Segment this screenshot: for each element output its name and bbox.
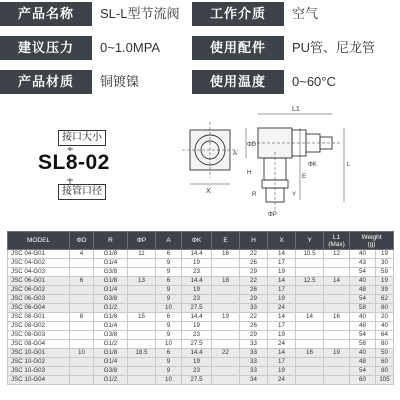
weight-cell: 40 — [376, 322, 394, 331]
table-cell: 29 — [240, 295, 268, 304]
table-cell: 54 — [350, 295, 376, 304]
table-cell — [296, 358, 324, 367]
header-cell: E — [212, 232, 240, 250]
header-cell: Weight (g) — [350, 232, 394, 250]
spec-row — [0, 34, 400, 62]
weight-cell: 19 — [376, 250, 394, 259]
table-cell — [212, 376, 240, 385]
dim-label-p: ΦP — [268, 212, 277, 218]
table-cell: 33 — [240, 349, 268, 358]
table-row — [8, 259, 394, 268]
table-cell: 16 — [212, 250, 240, 259]
table-cell — [324, 286, 350, 295]
table-cell — [324, 295, 350, 304]
table-cell — [212, 340, 240, 349]
model-cell: JSC 10-G01 — [8, 349, 70, 358]
dim-label-l: L — [347, 162, 351, 168]
header-cell: ΦD — [70, 232, 94, 250]
table-cell: 14.4 — [182, 277, 212, 286]
table-cell — [70, 268, 94, 277]
table-cell: G1/4 — [94, 259, 128, 268]
spec-label: 产品材质 — [0, 70, 92, 94]
table-cell: 24 — [268, 376, 296, 385]
table-cell: 14 — [268, 349, 296, 358]
table-cell: 27.5 — [182, 376, 212, 385]
tube-diameter-annotation: 接管口径 — [58, 184, 106, 200]
table-cell: 33 — [240, 340, 268, 349]
table-cell — [296, 295, 324, 304]
table-row — [8, 340, 394, 349]
table-cell: 12.5 — [296, 277, 324, 286]
table-cell: 48 — [350, 286, 376, 295]
table-cell: 10 — [156, 304, 182, 313]
dim-label-y: Y — [292, 192, 297, 198]
model-cell: JSC 06-G02 — [8, 286, 70, 295]
table-cell: 24 — [268, 340, 296, 349]
table-row — [8, 304, 394, 313]
header-cell: ΦP — [128, 232, 156, 250]
table-cell: 8 — [70, 313, 94, 322]
table-cell — [128, 304, 156, 313]
table-cell: 22 — [240, 313, 268, 322]
table-cell: 24 — [268, 304, 296, 313]
table-cell: 22 — [240, 277, 268, 286]
header-cell: H — [240, 232, 268, 250]
spec-label: 使用温度 — [192, 70, 284, 94]
table-cell: 29 — [240, 268, 268, 277]
table-cell: 19 — [182, 286, 212, 295]
table-cell: 14 — [296, 313, 324, 322]
spec-label: 工作介质 — [192, 2, 284, 26]
table-cell: 19 — [212, 313, 240, 322]
table-cell — [212, 286, 240, 295]
weight-cell: 19 — [376, 277, 394, 286]
table-row — [8, 349, 394, 358]
table-cell — [70, 259, 94, 268]
table-cell: G1/8 — [94, 349, 128, 358]
spec-header — [0, 0, 400, 98]
table-cell: 13 — [128, 277, 156, 286]
weight-cell: 80 — [376, 367, 394, 376]
table-cell: 6 — [156, 277, 182, 286]
model-cell: JSC 10-G04 — [8, 376, 70, 385]
model-cell: JSC 04-G01 — [8, 250, 70, 259]
spec-value: 0~1.0MPA — [100, 40, 161, 55]
model-cell: JSC 08-G04 — [8, 340, 70, 349]
table-cell: G3/8 — [94, 268, 128, 277]
table-cell: 19 — [268, 268, 296, 277]
table-cell — [296, 367, 324, 376]
header-cell: R — [94, 232, 128, 250]
header-cell: ΦK — [182, 232, 212, 250]
table-cell — [296, 286, 324, 295]
table-cell: 10 — [70, 349, 94, 358]
table-cell — [296, 268, 324, 277]
table-cell — [324, 331, 350, 340]
table-cell: 34 — [240, 376, 268, 385]
spec-row — [0, 68, 400, 96]
table-cell: 33 — [240, 304, 268, 313]
table-cell — [324, 376, 350, 385]
table-cell: 33 — [240, 367, 268, 376]
table-cell: 22 — [212, 349, 240, 358]
table-cell — [70, 376, 94, 385]
table-row — [8, 376, 394, 385]
table-cell — [70, 304, 94, 313]
table-cell: 18 — [212, 277, 240, 286]
model-cell: JSC 06-G01 — [8, 277, 70, 286]
table-cell — [296, 259, 324, 268]
weight-cell: 50 — [376, 349, 394, 358]
model-cell: JSC 08-G02 — [8, 322, 70, 331]
table-cell — [212, 331, 240, 340]
dim-label-e: E — [302, 174, 307, 180]
model-cell: JSC 04-G03 — [8, 268, 70, 277]
table-cell: G3/8 — [94, 331, 128, 340]
table-cell: 43 — [350, 259, 376, 268]
table-cell: 6 — [156, 313, 182, 322]
table-cell: 9 — [156, 295, 182, 304]
table-cell: 17 — [268, 322, 296, 331]
table-cell: 14.4 — [182, 349, 212, 358]
dim-label-r: R — [252, 192, 257, 198]
spec-row — [0, 0, 400, 28]
table-cell: 9 — [156, 367, 182, 376]
table-cell: 14 — [268, 250, 296, 259]
table-cell: 33 — [240, 358, 268, 367]
table-cell — [128, 367, 156, 376]
table-cell: G1/8 — [94, 277, 128, 286]
table-cell: 40 — [350, 277, 376, 286]
table-cell: 19 — [182, 322, 212, 331]
table-cell: 9 — [156, 358, 182, 367]
weight-cell: 64 — [376, 331, 394, 340]
table-cell — [70, 331, 94, 340]
table-cell — [128, 286, 156, 295]
model-cell: JSC 04-G02 — [8, 259, 70, 268]
table-cell: 19 — [268, 367, 296, 376]
model-cell: JSC 06-G03 — [8, 295, 70, 304]
table-cell: 9 — [156, 322, 182, 331]
table-cell: 19 — [324, 349, 350, 358]
table-cell — [128, 268, 156, 277]
technical-drawing — [0, 100, 400, 228]
weight-cell: 20 — [376, 313, 394, 322]
table-cell: 9 — [156, 331, 182, 340]
header-cell: L1 (Max) — [324, 232, 350, 250]
table-cell: 48 — [350, 358, 376, 367]
table-cell: G1/8 — [94, 313, 128, 322]
table-cell: 58 — [350, 340, 376, 349]
table-row — [8, 277, 394, 286]
spec-value: 0~60°C — [292, 74, 336, 89]
weight-cell: 59 — [376, 268, 394, 277]
model-cell: JSC 10-G02 — [8, 358, 70, 367]
weight-cell: 80 — [376, 304, 394, 313]
spec-value: SL-L型节流阀 — [100, 6, 180, 21]
weight-cell: 30 — [376, 259, 394, 268]
model-cell: JSC 08-G03 — [8, 331, 70, 340]
table-cell — [324, 268, 350, 277]
table-cell — [324, 259, 350, 268]
table-cell — [70, 367, 94, 376]
table-cell — [128, 340, 156, 349]
spec-value: 空气 — [292, 6, 319, 21]
table-cell: 40 — [350, 349, 376, 358]
table-row — [8, 367, 394, 376]
table-cell: 6 — [156, 250, 182, 259]
table-cell: 10.5 — [296, 250, 324, 259]
dim-label-d: ΦD — [247, 142, 257, 148]
weight-cell: 80 — [376, 340, 394, 349]
model-cell: JSC 10-G03 — [8, 367, 70, 376]
weight-cell: 60 — [376, 358, 394, 367]
table-cell — [212, 367, 240, 376]
table-cell: 26 — [240, 286, 268, 295]
table-cell — [70, 286, 94, 295]
table-cell: 19 — [268, 331, 296, 340]
model-code: SL8-02 — [38, 151, 110, 174]
table-row — [8, 313, 394, 322]
table-cell: G3/8 — [94, 367, 128, 376]
table-cell: 9 — [156, 259, 182, 268]
table-cell — [70, 295, 94, 304]
table-cell: 14 — [268, 313, 296, 322]
table-cell: 16 — [324, 313, 350, 322]
table-cell: 23 — [182, 295, 212, 304]
table-cell — [324, 322, 350, 331]
table-cell: 12 — [324, 250, 350, 259]
table-cell: 54 — [350, 331, 376, 340]
table-cell: G1/4 — [94, 358, 128, 367]
table-cell — [128, 376, 156, 385]
table-cell — [128, 259, 156, 268]
spec-value: 铜镀镍 — [100, 74, 140, 89]
table-cell — [296, 376, 324, 385]
table-cell — [70, 322, 94, 331]
table-cell: 60 — [350, 376, 376, 385]
header-cell: A — [156, 232, 182, 250]
table-header — [8, 232, 394, 250]
table-cell: 26 — [240, 322, 268, 331]
table-cell — [296, 322, 324, 331]
table-cell — [296, 304, 324, 313]
port-size-annotation: 接口大小 — [58, 130, 106, 146]
table-cell: 54 — [350, 367, 376, 376]
table-cell: G1/4 — [94, 322, 128, 331]
header-cell: MODEL — [8, 232, 70, 250]
table-cell: 27.5 — [182, 304, 212, 313]
table-cell — [324, 367, 350, 376]
table-cell: 23 — [182, 331, 212, 340]
table-row — [8, 331, 394, 340]
table-cell: 14 — [324, 277, 350, 286]
table-cell: 58 — [350, 304, 376, 313]
table-row — [8, 286, 394, 295]
table-cell: G1/2 — [94, 340, 128, 349]
table-cell: 18.5 — [128, 349, 156, 358]
header-cell: X — [268, 232, 296, 250]
table-cell — [324, 340, 350, 349]
table-cell — [212, 304, 240, 313]
side-view — [182, 122, 238, 184]
table-cell: 6 — [156, 349, 182, 358]
spec-label: 建议压力 — [0, 36, 92, 60]
table-row — [8, 295, 394, 304]
table-cell — [128, 295, 156, 304]
table-cell: 11 — [128, 250, 156, 259]
table-cell: 15 — [128, 313, 156, 322]
table-row — [8, 358, 394, 367]
table-cell: 4 — [70, 250, 94, 259]
table-cell — [128, 358, 156, 367]
table-cell — [212, 358, 240, 367]
header-cell: Y — [296, 232, 324, 250]
model-cell: JSC 08-G01 — [8, 313, 70, 322]
table-cell — [70, 340, 94, 349]
table-cell: 17 — [268, 259, 296, 268]
table-cell: 6 — [70, 277, 94, 286]
table-row — [8, 268, 394, 277]
table-cell: 40 — [350, 250, 376, 259]
table-cell — [212, 322, 240, 331]
table-row — [8, 322, 394, 331]
table-cell — [212, 268, 240, 277]
table-cell: 48 — [350, 322, 376, 331]
table-cell: 54 — [350, 268, 376, 277]
weight-cell: 105 — [376, 376, 394, 385]
dim-label-h: H — [247, 170, 252, 176]
table-cell — [212, 295, 240, 304]
table-cell: 10 — [156, 376, 182, 385]
weight-cell: 62 — [376, 295, 394, 304]
table-cell: 19 — [182, 358, 212, 367]
table-cell: 14 — [268, 277, 296, 286]
table-cell — [296, 340, 324, 349]
table-cell — [128, 322, 156, 331]
table-cell — [212, 259, 240, 268]
table-cell: 19 — [182, 259, 212, 268]
table-cell: 10 — [156, 340, 182, 349]
table-cell: 19 — [268, 295, 296, 304]
table-cell — [324, 358, 350, 367]
spec-value: PU管、尼龙管 — [292, 40, 376, 55]
dim-label-a: A — [233, 151, 238, 157]
table-cell: 14.4 — [182, 313, 212, 322]
weight-cell: 39 — [376, 286, 394, 295]
table-cell: 17 — [268, 286, 296, 295]
table-cell: 23 — [182, 268, 212, 277]
table-cell: G1/4 — [94, 286, 128, 295]
table-cell: G1/2 — [94, 304, 128, 313]
model-cell: JSC 06-G04 — [8, 304, 70, 313]
table-cell: G1/8 — [94, 250, 128, 259]
table-cell: G1/2 — [94, 376, 128, 385]
table-cell — [128, 331, 156, 340]
table-cell: 9 — [156, 286, 182, 295]
table-cell: 22 — [240, 250, 268, 259]
table-cell: 14.4 — [182, 250, 212, 259]
table-row — [8, 250, 394, 259]
table-cell: 29 — [240, 331, 268, 340]
table-cell: 16 — [296, 349, 324, 358]
table-cell — [324, 304, 350, 313]
table-cell: 26 — [240, 259, 268, 268]
table-cell — [296, 331, 324, 340]
table-cell: 9 — [156, 268, 182, 277]
table-cell — [70, 358, 94, 367]
table-cell: 23 — [182, 367, 212, 376]
dim-label-k: ΦK — [308, 162, 317, 168]
spec-table — [7, 231, 394, 385]
table-cell: 17 — [268, 358, 296, 367]
spec-label: 使用配件 — [192, 36, 284, 60]
spec-label: 产品名称 — [0, 2, 92, 26]
table-cell: 40 — [350, 313, 376, 322]
dim-label-l1: L1 — [292, 106, 300, 113]
table-cell: 27.5 — [182, 340, 212, 349]
dim-label-x: X — [206, 188, 211, 195]
table-cell: G3/8 — [94, 295, 128, 304]
